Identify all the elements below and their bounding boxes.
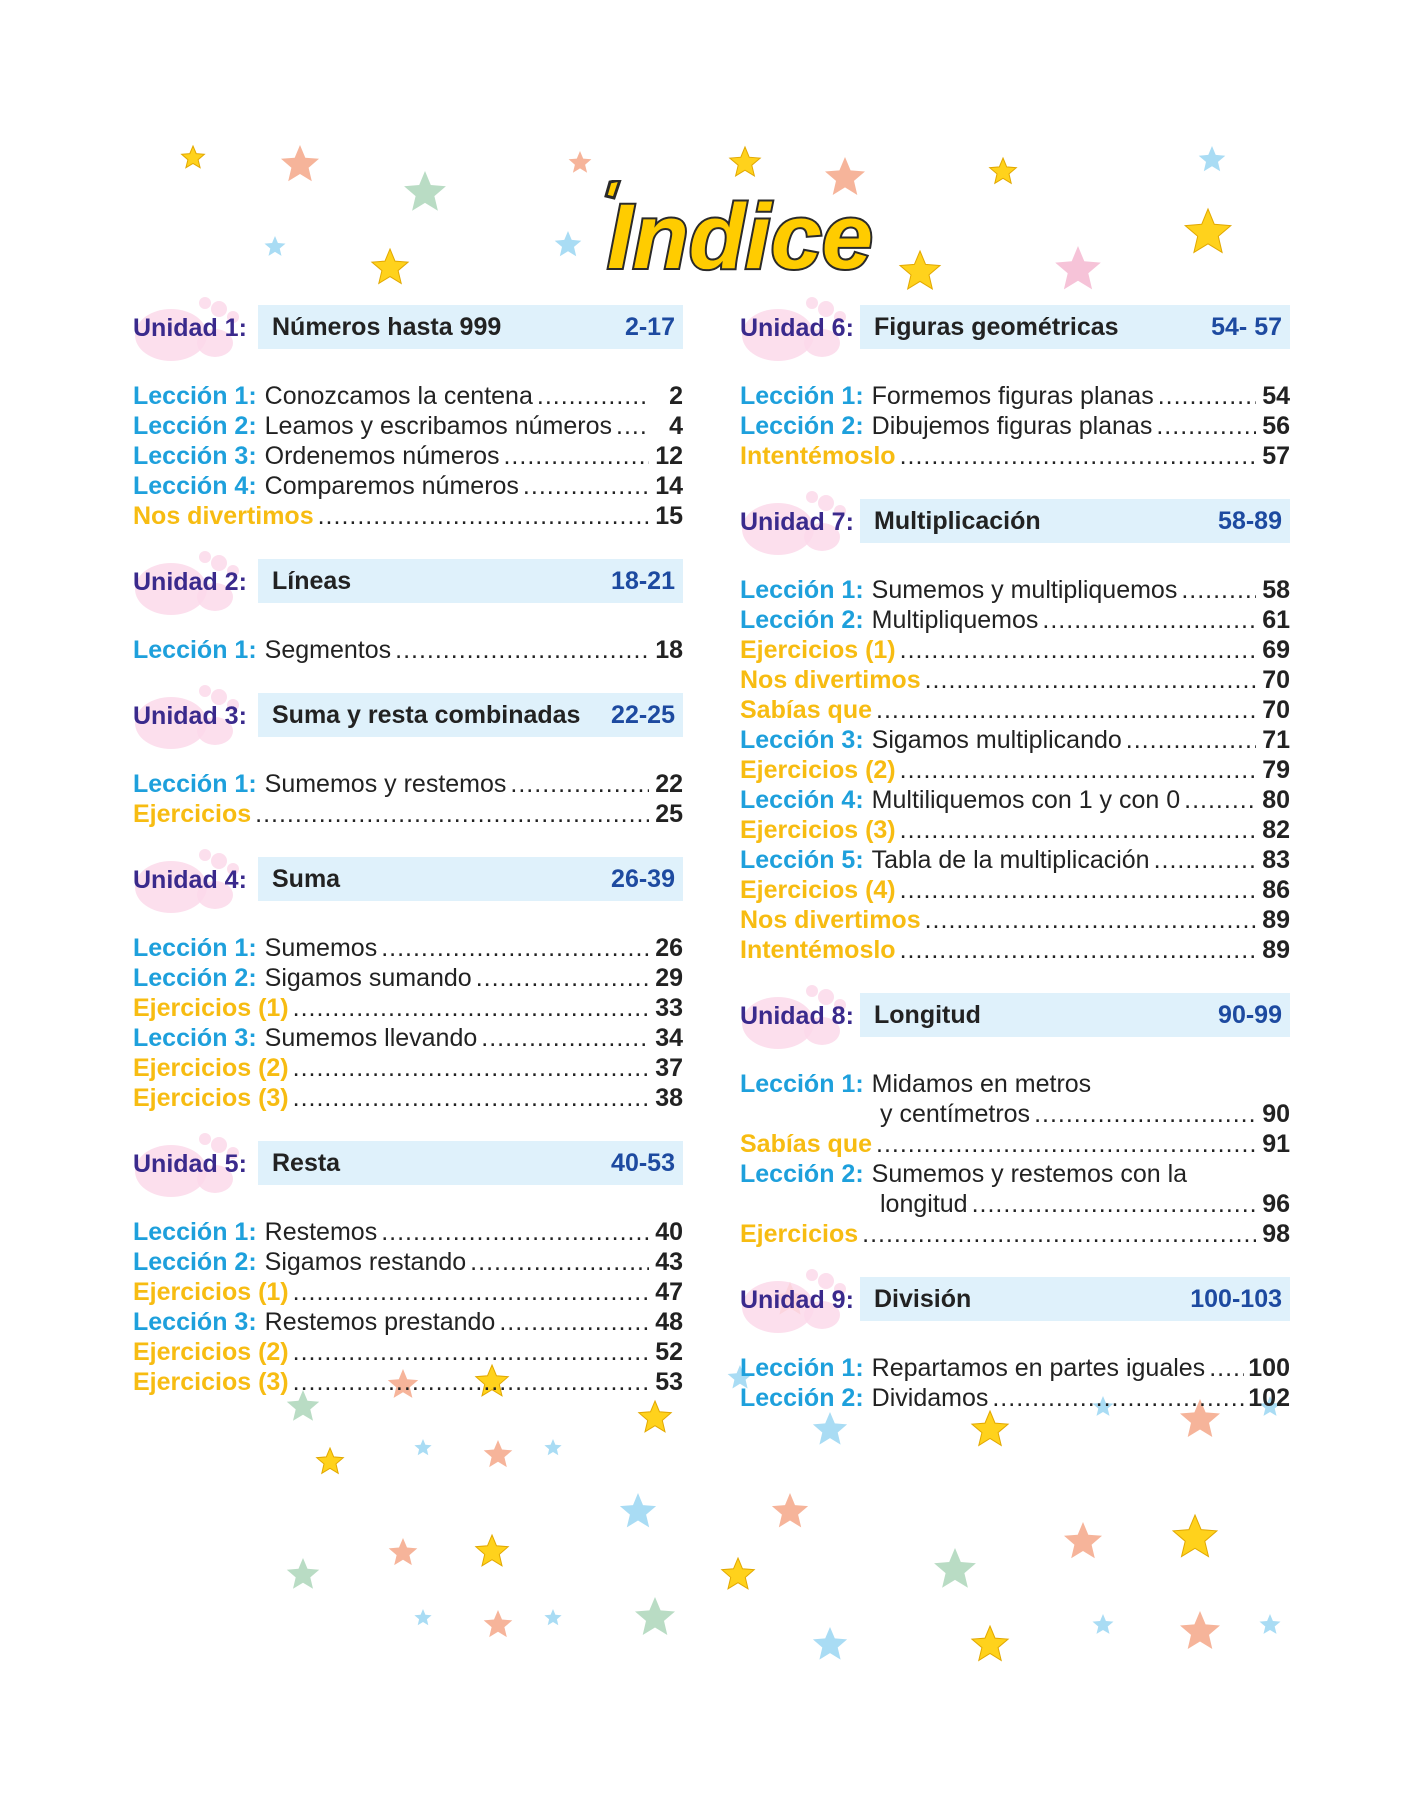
leader-dots — [537, 381, 649, 411]
star-icon — [772, 1493, 808, 1527]
leader-dots — [900, 815, 1256, 845]
unit-title-bar — [860, 993, 1290, 1037]
leader-dots — [1158, 381, 1256, 411]
entry-label: Lección 1: — [133, 1218, 257, 1246]
entry-label: Lección 1: — [133, 934, 257, 962]
star-icon — [544, 1439, 561, 1455]
entry-page: 70 — [1262, 666, 1290, 694]
entry-label: Lección 3: — [133, 442, 257, 470]
unit-name: Multiplicación — [874, 506, 1041, 535]
activity-entry[interactable] — [740, 815, 1290, 845]
star-icon — [372, 249, 408, 283]
star-icon — [1055, 246, 1101, 289]
activity-entry[interactable] — [740, 695, 1290, 725]
title-graphic — [570, 180, 910, 290]
unit-name: Suma — [272, 864, 341, 893]
entry-page: 102 — [1248, 1384, 1290, 1412]
leader-dots — [293, 1053, 649, 1083]
entry-page: 79 — [1262, 756, 1290, 784]
leader-dots — [481, 1023, 649, 1053]
entry-page: 4 — [669, 412, 683, 440]
unit-title-bar — [258, 1141, 683, 1185]
star-icon — [813, 1627, 847, 1660]
star-icon — [620, 1493, 656, 1527]
entry-title: y centímetros — [880, 1100, 1031, 1128]
lesson-entry[interactable] — [133, 635, 683, 665]
unit-label: Unidad 8: — [740, 1002, 854, 1030]
title-text: Indice — [607, 186, 873, 288]
entry-page: 71 — [1262, 726, 1290, 754]
lesson-entry[interactable] — [740, 411, 1290, 441]
unit-label: Unidad 4: — [133, 866, 247, 894]
leader-dots — [255, 799, 649, 829]
leader-dots — [900, 935, 1256, 965]
entry-title: Restemos — [264, 1218, 378, 1246]
unit-label: Unidad 6: — [740, 314, 854, 342]
entry-title: Sumemos y restemos — [264, 770, 507, 798]
unit-title-bar — [258, 305, 683, 349]
activity-entry[interactable] — [133, 501, 683, 531]
leader-dots — [381, 933, 649, 963]
lesson-entry[interactable] — [740, 381, 1290, 411]
unit-header[interactable] — [133, 305, 683, 351]
entry-label: Sabías que — [740, 696, 872, 724]
leader-dots — [1184, 785, 1256, 815]
leader-dots — [395, 635, 649, 665]
entry-page: 57 — [1262, 442, 1290, 470]
entry-title: Ordenemos números — [264, 442, 500, 470]
leader-dots — [876, 1129, 1256, 1159]
entry-page: 82 — [1262, 816, 1290, 844]
leader-dots — [1181, 575, 1256, 605]
lesson-entry[interactable] — [740, 605, 1290, 635]
leader-dots — [381, 1217, 649, 1247]
unit-label: Unidad 2: — [133, 568, 247, 596]
entry-label: Lección 2: — [133, 964, 257, 992]
leader-dots — [499, 1307, 649, 1337]
star-icon — [484, 1440, 513, 1467]
unit-label: Unidad 9: — [740, 1286, 854, 1314]
entry-page: 22 — [655, 770, 683, 798]
entry-label: Lección 1: — [740, 382, 864, 410]
star-icon — [1185, 209, 1231, 252]
star-icon — [1199, 146, 1226, 171]
leader-dots — [900, 875, 1256, 905]
entry-label: Ejercicios (2) — [133, 1054, 289, 1082]
entry-title: Sigamos restando — [264, 1248, 467, 1276]
star-icon — [990, 158, 1017, 183]
section-gap — [133, 1397, 683, 1425]
entry-page: 12 — [655, 442, 683, 470]
leader-dots — [523, 471, 649, 501]
entry-label: Lección 3: — [740, 726, 864, 754]
activity-entry[interactable] — [133, 1053, 683, 1083]
star-icon — [934, 1548, 976, 1588]
unit-pages: 26-39 — [611, 864, 675, 893]
entry-title: Comparemos números — [264, 472, 519, 500]
activity-entry[interactable] — [740, 875, 1290, 905]
star-icon — [722, 1558, 754, 1589]
lesson-entry[interactable] — [133, 769, 683, 799]
unit-label: Unidad 1: — [133, 314, 247, 342]
activity-entry[interactable] — [133, 993, 683, 1023]
lesson-entry[interactable] — [133, 381, 683, 411]
entry-label: Lección 2: — [740, 412, 864, 440]
entry-page: 70 — [1262, 696, 1290, 724]
unit-pages: 90-99 — [1218, 1000, 1282, 1029]
lesson-entry[interactable] — [133, 1023, 683, 1053]
unit-title-bar — [860, 305, 1290, 349]
entry-title: Sumemos — [264, 934, 378, 962]
star-icon — [569, 151, 592, 173]
unit-pages: 18-21 — [611, 566, 675, 595]
entry-label: Intentémoslo — [740, 936, 896, 964]
entry-label: Ejercicios (1) — [740, 636, 896, 664]
leader-dots — [510, 769, 649, 799]
entry-label: Ejercicios (2) — [133, 1338, 289, 1366]
leader-dots — [900, 635, 1256, 665]
lesson-entry[interactable] — [133, 933, 683, 963]
activity-entry[interactable] — [740, 1219, 1290, 1249]
entry-label: Lección 1: — [133, 382, 257, 410]
entry-title: Conozcamos la centena — [264, 382, 533, 410]
leader-dots — [900, 441, 1256, 471]
leader-dots — [476, 963, 649, 993]
star-icon — [317, 1448, 344, 1473]
unit-label: Unidad 7: — [740, 508, 854, 536]
entry-title: Segmentos — [264, 636, 392, 664]
unit-name: Suma y resta combinadas — [272, 700, 581, 729]
entry-page: 40 — [655, 1218, 683, 1246]
star-icon — [287, 1558, 319, 1589]
lesson-entry[interactable] — [133, 471, 683, 501]
lesson-entry[interactable] — [740, 725, 1290, 755]
entry-label: Nos divertimos — [740, 666, 921, 694]
star-icon — [972, 1626, 1008, 1660]
entry-page: 29 — [655, 964, 683, 992]
entry-label: Lección 5: — [740, 846, 864, 874]
entry-label: Lección 3: — [133, 1308, 257, 1336]
entry-page: 2 — [669, 382, 683, 410]
toc-left-column — [133, 305, 683, 1425]
entry-continuation — [740, 1189, 1290, 1219]
toc-right-column — [740, 305, 1290, 1441]
leader-dots — [1209, 1353, 1244, 1383]
entry-label: Lección 2: — [133, 1248, 257, 1276]
lesson-entry[interactable] — [740, 1069, 1290, 1099]
activity-entry[interactable] — [740, 935, 1290, 965]
entry-label: Lección 1: — [740, 576, 864, 604]
activity-entry[interactable] — [133, 1277, 683, 1307]
lesson-entry[interactable] — [740, 575, 1290, 605]
entry-page: 96 — [1262, 1190, 1290, 1218]
unit-pages: 58-89 — [1218, 506, 1282, 535]
unit-header[interactable] — [133, 693, 683, 739]
entry-page: 83 — [1262, 846, 1290, 874]
lesson-entry[interactable] — [133, 441, 683, 471]
entry-label: Lección 2: — [740, 606, 864, 634]
unit-title-bar — [860, 499, 1290, 543]
leader-dots — [992, 1383, 1244, 1413]
unit-header[interactable] — [133, 857, 683, 903]
unit-name: Longitud — [874, 1000, 981, 1029]
entry-page: 100 — [1248, 1354, 1290, 1382]
star-icon — [1064, 1522, 1102, 1558]
leader-dots — [876, 695, 1256, 725]
entry-page: 91 — [1262, 1130, 1290, 1158]
star-icon — [476, 1535, 508, 1566]
unit-pages: 40-53 — [611, 1148, 675, 1177]
activity-entry[interactable] — [133, 1337, 683, 1367]
star-icon — [1260, 1614, 1281, 1634]
entry-page: 37 — [655, 1054, 683, 1082]
star-icon — [544, 1609, 561, 1625]
star-icon — [730, 147, 760, 176]
unit-name: División — [874, 1284, 972, 1313]
entry-page: 80 — [1262, 786, 1290, 814]
star-icon — [484, 1610, 513, 1637]
entry-label: Lección 2: — [740, 1384, 864, 1412]
entry-title: Dibujemos figuras planas — [871, 412, 1153, 440]
entry-label: Lección 1: — [740, 1070, 864, 1098]
unit-header[interactable] — [133, 559, 683, 605]
activity-entry[interactable] — [740, 441, 1290, 471]
activity-entry[interactable] — [740, 665, 1290, 695]
entry-label: Ejercicios (3) — [133, 1084, 289, 1112]
leader-dots — [1156, 411, 1256, 441]
entry-label: Lección 4: — [133, 472, 257, 500]
entry-page: 69 — [1262, 636, 1290, 664]
unit-title-bar — [258, 559, 683, 603]
star-icon — [389, 1538, 418, 1565]
leader-dots — [862, 1219, 1256, 1249]
star-icon — [1093, 1614, 1114, 1634]
unit-name: Líneas — [272, 566, 352, 595]
entry-label: Ejercicios — [133, 800, 252, 828]
lesson-entry[interactable] — [740, 1383, 1290, 1413]
entry-page: 61 — [1262, 606, 1290, 634]
activity-entry[interactable] — [133, 1367, 683, 1397]
leader-dots — [470, 1247, 649, 1277]
entry-page: 58 — [1262, 576, 1290, 604]
entry-page: 52 — [655, 1338, 683, 1366]
entry-title: Tabla de la multiplicación — [871, 846, 1150, 874]
leader-dots — [925, 665, 1256, 695]
entry-label: Lección 4: — [740, 786, 864, 814]
star-icon — [281, 145, 319, 181]
entry-label: Lección 2: — [740, 1160, 864, 1188]
unit-name: Figuras geométricas — [874, 312, 1119, 341]
leader-dots — [293, 1277, 649, 1307]
lesson-entry[interactable] — [133, 963, 683, 993]
entry-title: Repartamos en partes iguales — [871, 1354, 1206, 1382]
unit-pages: 22-25 — [611, 700, 675, 729]
entry-label: Lección 1: — [133, 636, 257, 664]
unit-header[interactable] — [740, 1277, 1290, 1323]
entry-label: Sabías que — [740, 1130, 872, 1158]
leader-dots — [1034, 1099, 1256, 1129]
entry-title: Sigamos multiplicando — [871, 726, 1122, 754]
entry-label: Lección 1: — [740, 1354, 864, 1382]
unit-name: Resta — [272, 1148, 341, 1177]
entry-page: 48 — [655, 1308, 683, 1336]
entry-page: 33 — [655, 994, 683, 1022]
entry-title: Restemos prestando — [264, 1308, 496, 1336]
entry-page: 56 — [1262, 412, 1290, 440]
entry-page: 26 — [655, 934, 683, 962]
leader-dots — [293, 993, 649, 1023]
entry-title: Midamos en metros — [871, 1070, 1092, 1098]
entry-page: 14 — [655, 472, 683, 500]
leader-dots — [1042, 605, 1256, 635]
star-icon — [404, 171, 446, 211]
activity-entry[interactable] — [740, 755, 1290, 785]
leader-dots — [616, 411, 649, 441]
entry-page: 54 — [1262, 382, 1290, 410]
lesson-entry[interactable] — [133, 411, 683, 441]
star-icon — [635, 1597, 675, 1635]
entry-label: Ejercicios (3) — [133, 1368, 289, 1396]
leader-dots — [503, 441, 649, 471]
lesson-entry[interactable] — [740, 845, 1290, 875]
leader-dots — [293, 1367, 649, 1397]
entry-page: 90 — [1262, 1100, 1290, 1128]
entry-page: 18 — [655, 636, 683, 664]
entry-label: Intentémoslo — [740, 442, 896, 470]
leader-dots — [972, 1189, 1256, 1219]
leader-dots — [1126, 725, 1256, 755]
entry-page: 25 — [655, 800, 683, 828]
leader-dots — [925, 905, 1256, 935]
entry-page: 15 — [655, 502, 683, 530]
lesson-entry[interactable] — [740, 785, 1290, 815]
unit-title-bar — [258, 857, 683, 901]
page-title — [570, 180, 910, 290]
activity-entry[interactable] — [740, 1129, 1290, 1159]
entry-title: Dividamos — [871, 1384, 989, 1412]
entry-label: Ejercicios (1) — [133, 994, 289, 1022]
star-icon — [265, 236, 286, 256]
entry-page: 34 — [655, 1024, 683, 1052]
lesson-entry[interactable] — [740, 1159, 1290, 1189]
entry-label: Lección 1: — [133, 770, 257, 798]
entry-page: 98 — [1262, 1220, 1290, 1248]
entry-page: 43 — [655, 1248, 683, 1276]
leader-dots — [293, 1083, 649, 1113]
unit-pages: 2-17 — [624, 312, 675, 341]
lesson-entry[interactable] — [133, 1247, 683, 1277]
activity-entry[interactable] — [133, 799, 683, 829]
entry-page: 86 — [1262, 876, 1290, 904]
entry-title: Sigamos sumando — [264, 964, 472, 992]
star-icon — [182, 146, 205, 168]
leader-dots — [318, 501, 649, 531]
entry-title: Multiliquemos con 1 y con 0 — [871, 786, 1181, 814]
entry-label: Ejercicios (4) — [740, 876, 896, 904]
entry-continuation — [740, 1099, 1290, 1129]
leader-dots — [293, 1337, 649, 1367]
leader-dots — [1154, 845, 1256, 875]
entry-title: Leamos y escribamos números — [264, 412, 613, 440]
activity-entry[interactable] — [740, 905, 1290, 935]
lesson-entry[interactable] — [133, 1217, 683, 1247]
unit-header[interactable] — [740, 305, 1290, 351]
unit-header[interactable] — [740, 993, 1290, 1039]
lesson-entry[interactable] — [133, 1307, 683, 1337]
star-icon — [1180, 1611, 1220, 1649]
entry-label: Lección 3: — [133, 1024, 257, 1052]
entry-label: Ejercicios (1) — [133, 1278, 289, 1306]
lesson-entry[interactable] — [740, 1353, 1290, 1383]
unit-title-bar — [258, 693, 683, 737]
entry-title: Formemos figuras planas — [871, 382, 1154, 410]
entry-title: longitud — [880, 1190, 968, 1218]
entry-title: Sumemos y restemos con la — [871, 1160, 1188, 1188]
star-icon — [414, 1439, 431, 1455]
unit-header[interactable] — [133, 1141, 683, 1187]
entry-page: 47 — [655, 1278, 683, 1306]
entry-label: Ejercicios (3) — [740, 816, 896, 844]
unit-title-bar — [860, 1277, 1290, 1321]
leader-dots — [900, 755, 1256, 785]
entry-page: 89 — [1262, 906, 1290, 934]
entry-page: 53 — [655, 1368, 683, 1396]
activity-entry[interactable] — [133, 1083, 683, 1113]
unit-name: Números hasta 999 — [272, 312, 502, 341]
star-icon — [1173, 1515, 1217, 1557]
section-gap — [740, 1413, 1290, 1441]
entry-page: 89 — [1262, 936, 1290, 964]
entry-label: Ejercicios — [740, 1220, 859, 1248]
star-icon — [414, 1609, 431, 1625]
activity-entry[interactable] — [740, 635, 1290, 665]
entry-title: Sumemos y multipliquemos — [871, 576, 1178, 604]
unit-pages: 54- 57 — [1211, 312, 1282, 341]
unit-header[interactable] — [740, 499, 1290, 545]
entry-label: Lección 2: — [133, 412, 257, 440]
entry-label: Nos divertimos — [740, 906, 921, 934]
entry-label: Nos divertimos — [133, 502, 314, 530]
unit-pages: 100-103 — [1190, 1284, 1282, 1313]
unit-label: Unidad 3: — [133, 702, 247, 730]
entry-page: 38 — [655, 1084, 683, 1112]
entry-label: Ejercicios (2) — [740, 756, 896, 784]
entry-title: Multipliquemos — [871, 606, 1039, 634]
entry-title: Sumemos llevando — [264, 1024, 478, 1052]
unit-label: Unidad 5: — [133, 1150, 247, 1178]
